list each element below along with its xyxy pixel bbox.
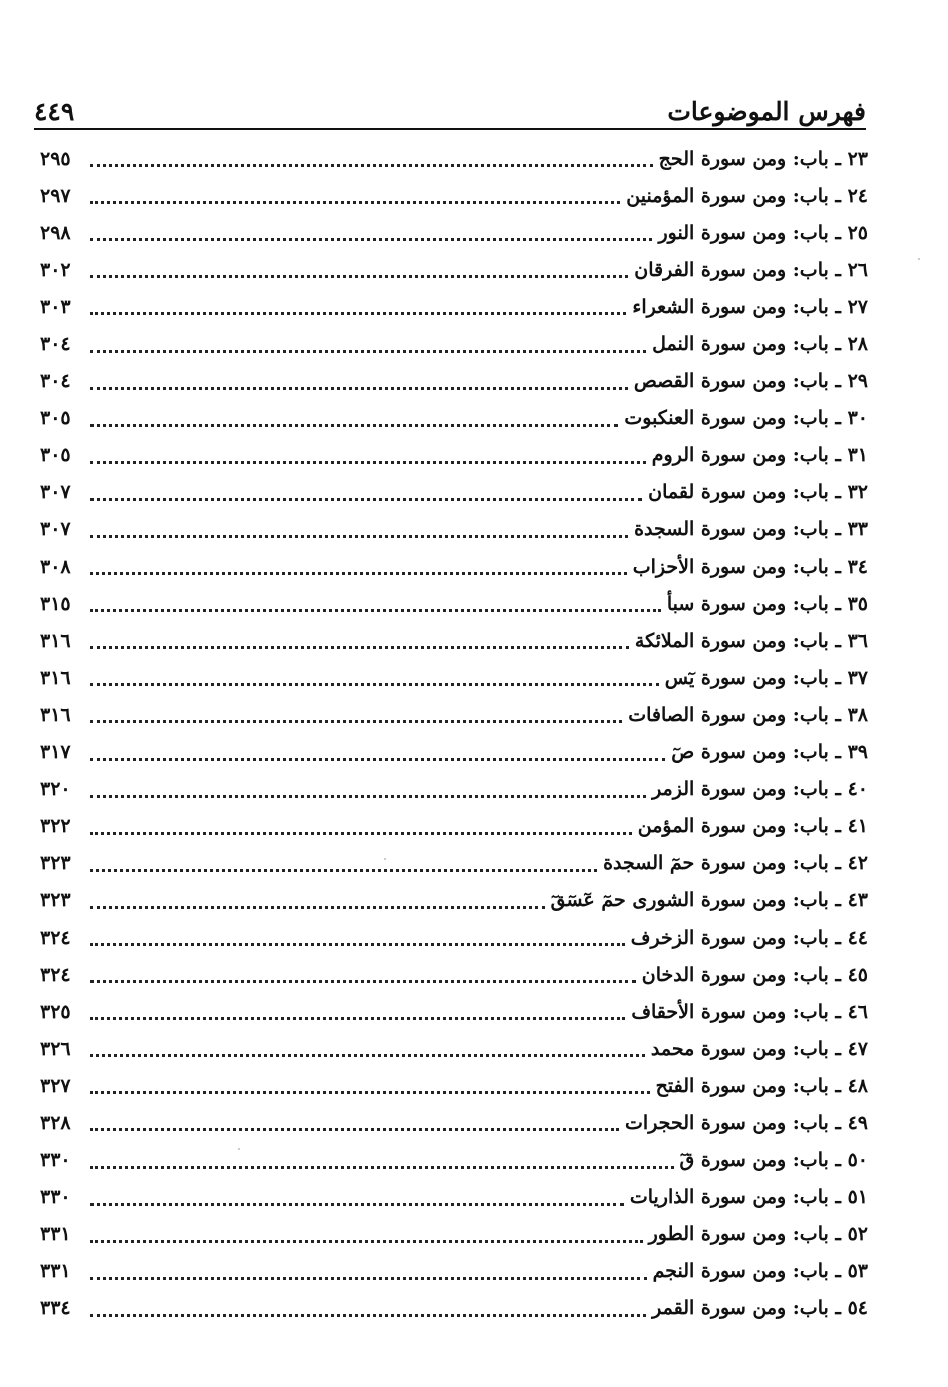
dot-leader — [90, 531, 628, 538]
toc-entry-label: ٢٩ ـ باب: ومن سورة القصص — [633, 370, 868, 393]
toc-entry-label: ٣٠ ـ باب: ومن سورة العنكبوت — [624, 407, 868, 430]
toc-entry-page: ٣٣٠ — [40, 1186, 71, 1209]
toc-entry-label: ٥١ ـ باب: ومن سورة الذاريات — [629, 1186, 868, 1209]
toc-entry-label: ٤٧ ـ باب: ومن سورة محمد — [650, 1037, 868, 1060]
dot-leader — [90, 383, 628, 390]
toc-entry — [40, 437, 868, 474]
toc-entry — [40, 325, 868, 362]
table-of-contents — [40, 140, 868, 1327]
paper-speck — [918, 258, 920, 260]
toc-entry — [40, 1179, 868, 1216]
toc-entry — [40, 659, 868, 696]
toc-entry-label: ٣٧ ـ باب: ومن سورة يٓس — [664, 666, 868, 689]
toc-entry-label: ٤٥ ـ باب: ومن سورة الدخان — [641, 963, 868, 986]
toc-entry-page: ٣٢٠ — [40, 778, 71, 801]
toc-entry — [40, 696, 868, 733]
toc-entry — [40, 177, 868, 214]
toc-entry-label: ٥٢ ـ باب: ومن سورة الطور — [648, 1223, 868, 1246]
dot-leader — [90, 1162, 674, 1169]
toc-entry-page: ٣٢٥ — [40, 1000, 71, 1023]
toc-entry-label: ٢٦ ـ باب: ومن سورة الفرقان — [634, 258, 868, 281]
toc-entry-label: ٣٣ ـ باب: ومن سورة السجدة — [634, 518, 868, 541]
toc-entry — [40, 882, 868, 919]
dot-leader — [90, 1199, 624, 1206]
toc-entry-label: ٤٦ ـ باب: ومن سورة الأحقاف — [631, 1000, 868, 1023]
toc-entry-page: ٣٠٤ — [40, 370, 71, 393]
toc-entry-page: ٣٠٧ — [40, 481, 71, 504]
toc-entry-page: ٣١٦ — [40, 666, 71, 689]
toc-entry-page: ٣١٦ — [40, 629, 71, 652]
toc-entry-label: ٤٩ ـ باب: ومن سورة الحجرات — [625, 1111, 868, 1134]
toc-entry — [40, 585, 868, 622]
dot-leader — [90, 976, 636, 983]
toc-entry-page: ٣٠٢ — [40, 258, 71, 281]
toc-entry — [40, 1253, 868, 1290]
toc-entry — [40, 511, 868, 548]
toc-entry-label: ٥٣ ـ باب: ومن سورة النجم — [652, 1260, 868, 1283]
toc-entry-label: ٥٠ ـ باب: ومن سورة قٓ — [679, 1149, 868, 1172]
paper-speck — [238, 1148, 240, 1150]
toc-entry-page: ٣٣١ — [40, 1223, 71, 1246]
dot-leader — [90, 865, 597, 872]
toc-entry-page: ٣٢٣ — [40, 852, 71, 875]
toc-entry-label: ٤٢ ـ باب: ومن سورة حمٓ السجدة — [603, 852, 868, 875]
toc-entry-page: ٣٢٣ — [40, 889, 71, 912]
dot-leader — [90, 160, 653, 167]
dot-leader — [90, 271, 628, 278]
toc-entry — [40, 993, 868, 1030]
toc-entry-page: ٣٣٠ — [40, 1149, 71, 1172]
toc-entry-label: ٢٤ ـ باب: ومن سورة المؤمنين — [626, 184, 868, 207]
toc-entry-label: ٣٩ ـ باب: ومن سورة صٓ — [671, 741, 868, 764]
dot-leader — [90, 939, 625, 946]
toc-entry-label: ٤١ ـ باب: ومن سورة المؤمن — [637, 815, 868, 838]
toc-entry-page: ٣٣٤ — [40, 1297, 71, 1320]
toc-entry-label: ٣٨ ـ باب: ومن سورة الصافات — [628, 703, 868, 726]
toc-entry-label: ٣١ ـ باب: ومن سورة الروم — [651, 444, 868, 467]
toc-entry — [40, 1104, 868, 1141]
toc-entry — [40, 1030, 868, 1067]
toc-entry — [40, 474, 868, 511]
toc-entry — [40, 1142, 868, 1179]
toc-entry-page: ٣٢٤ — [40, 926, 71, 949]
toc-entry-page: ٣٣١ — [40, 1260, 71, 1283]
dot-leader — [90, 716, 622, 723]
toc-entry — [40, 288, 868, 325]
toc-entry — [40, 548, 868, 585]
dot-leader — [90, 791, 646, 798]
dot-leader — [90, 828, 632, 835]
page-title: فهرس الموضوعات — [667, 97, 866, 126]
dot-leader — [90, 1087, 650, 1094]
toc-entry — [40, 1067, 868, 1104]
toc-entry-page: ٣٠٣ — [40, 295, 71, 318]
toc-entry-label: ٤٠ ـ باب: ومن سورة الزمر — [652, 778, 868, 801]
toc-entry-page: ٣٠٧ — [40, 518, 71, 541]
toc-entry-label: ٤٨ ـ باب: ومن سورة الفتح — [655, 1074, 868, 1097]
dot-leader — [90, 420, 618, 427]
toc-entry-label: ٢٧ ـ باب: ومن سورة الشعراء — [632, 295, 868, 318]
dot-leader — [90, 605, 661, 612]
toc-entry-page: ٣٢٦ — [40, 1037, 71, 1060]
toc-entry-page: ٣٠٥ — [40, 407, 71, 430]
toc-entry-page: ٣١٧ — [40, 741, 71, 764]
dot-leader — [90, 679, 659, 686]
toc-entry-page: ٣٢٧ — [40, 1074, 71, 1097]
dot-leader — [90, 642, 629, 649]
toc-entry-page: ٢٩٧ — [40, 184, 71, 207]
toc-entry — [40, 363, 868, 400]
dot-leader — [90, 197, 620, 204]
toc-entry-label: ٣٦ ـ باب: ومن سورة الملائكة — [634, 629, 868, 652]
dot-leader — [90, 1236, 643, 1243]
toc-entry-page: ٣٠٤ — [40, 333, 71, 356]
toc-entry — [40, 734, 868, 771]
toc-entry-label: ٢٥ ـ باب: ومن سورة النور — [658, 221, 868, 244]
toc-entry-page: ٣٢٢ — [40, 815, 71, 838]
toc-entry-label: ٥٤ ـ باب: ومن سورة القمر — [652, 1297, 868, 1320]
toc-entry-page: ٢٩٥ — [40, 147, 71, 170]
dot-leader — [90, 1273, 647, 1280]
toc-entry — [40, 1290, 868, 1327]
toc-entry — [40, 1216, 868, 1253]
toc-entry — [40, 214, 868, 251]
paper-speck — [384, 858, 386, 860]
toc-entry — [40, 771, 868, 808]
toc-entry-page: ٣١٦ — [40, 703, 71, 726]
toc-entry-label: ٢٣ ـ باب: ومن سورة الحج — [658, 147, 868, 170]
page-header — [34, 76, 866, 126]
toc-entry — [40, 251, 868, 288]
toc-entry — [40, 845, 868, 882]
dot-leader — [90, 1013, 625, 1020]
dot-leader — [90, 902, 545, 909]
toc-entry — [40, 919, 868, 956]
page-number: ٤٤٩ — [34, 97, 75, 126]
toc-entry-label: ٢٨ ـ باب: ومن سورة النمل — [652, 333, 868, 356]
toc-entry — [40, 622, 868, 659]
toc-entry — [40, 956, 868, 993]
toc-entry-page: ٣٠٨ — [40, 555, 71, 578]
dot-leader — [90, 1050, 645, 1057]
toc-entry-page: ٣٢٨ — [40, 1111, 71, 1134]
toc-entry-page: ٣٢٤ — [40, 963, 71, 986]
dot-leader — [90, 1124, 619, 1131]
dot-leader — [90, 754, 665, 761]
toc-entry-label: ٤٤ ـ باب: ومن سورة الزخرف — [630, 926, 868, 949]
toc-entry-page: ٢٩٨ — [40, 221, 71, 244]
dot-leader — [90, 308, 626, 315]
dot-leader — [90, 568, 627, 575]
toc-entry-page: ٣٠٥ — [40, 444, 71, 467]
dot-leader — [90, 457, 646, 464]
toc-entry-label: ٣٤ ـ باب: ومن سورة الأحزاب — [632, 555, 868, 578]
dot-leader — [90, 346, 646, 353]
toc-entry-label: ٤٣ ـ باب: ومن سورة الشورى حمٓ عٓسٓقٓ — [550, 889, 868, 912]
dot-leader — [90, 494, 642, 501]
toc-entry — [40, 400, 868, 437]
toc-entry-label: ٣٢ ـ باب: ومن سورة لقمان — [648, 481, 868, 504]
dot-leader — [90, 234, 652, 241]
toc-entry — [40, 140, 868, 177]
toc-entry-page: ٣١٥ — [40, 592, 71, 615]
header-rule — [34, 128, 866, 130]
dot-leader — [90, 1310, 646, 1317]
toc-entry-label: ٣٥ ـ باب: ومن سورة سبأ — [666, 592, 868, 615]
toc-entry — [40, 808, 868, 845]
